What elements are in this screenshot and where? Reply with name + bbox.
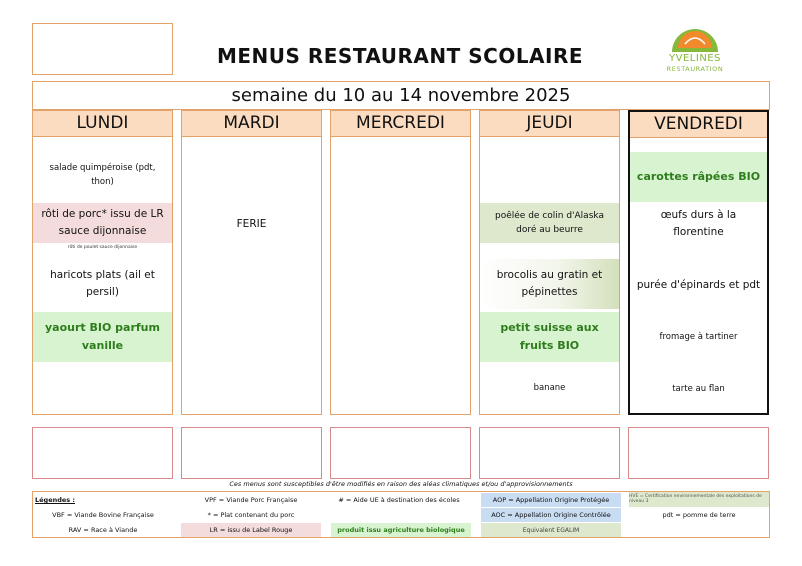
day-column-jeudi — [479, 110, 620, 415]
menu-starter: salade quimpéroise (pdt, thon) — [49, 163, 156, 187]
menu-dessert — [33, 365, 172, 413]
menu-side: haricots plats (ail et persil) — [50, 269, 155, 298]
brand-subtitle: RESTAURATION — [666, 65, 724, 73]
legend-pdt: pdt = pomme de terre — [662, 511, 736, 519]
legend-egalim: Equivalent EGALIM — [481, 523, 621, 537]
day-column-lundi — [32, 110, 173, 415]
legend-rav: RAV = Race à Viande — [68, 526, 138, 534]
menu-main-note: rôti de poulet sauce dijonnaise — [67, 244, 138, 250]
extra-box — [32, 427, 173, 479]
legend-box — [32, 491, 770, 538]
menu-dessert: banane — [533, 383, 566, 394]
menu-dairy: petit suisse aux fruits BIO — [480, 312, 619, 362]
day-header: LUNDI — [33, 111, 172, 137]
day-column-mardi — [181, 110, 322, 415]
menu-dairy: fromage à tartiner — [659, 332, 738, 343]
menu-starter: carottes râpées BIO — [630, 152, 767, 202]
extra-box — [181, 427, 322, 479]
legend-hve: HVE = Certification environnementale des exploitations de niveau 3 — [629, 492, 769, 507]
menu-dairy: yaourt BIO parfum vanille — [33, 312, 172, 362]
day-column-mercredi — [330, 110, 471, 415]
menu-main: œufs durs à la florentine — [660, 209, 737, 238]
brand-logo — [650, 18, 740, 74]
day-header: VENDREDI — [630, 112, 767, 138]
menu-side: purée d'épinards et pdt — [636, 278, 761, 291]
menu-side: brocolis au gratin et pépinettes — [480, 259, 619, 309]
day-header: JEUDI — [480, 111, 619, 137]
legend-lr: LR = issu de Label Rouge — [181, 523, 321, 537]
menu-main: poêlée de colin d'Alaska doré au beurre — [480, 203, 619, 243]
logo-placeholder — [32, 23, 173, 75]
holiday-label: FERIE — [236, 217, 267, 230]
extra-box — [628, 427, 769, 479]
brand-name: YVELINES — [669, 53, 721, 64]
extra-box — [330, 427, 471, 479]
legend-title: Légendes : — [35, 496, 76, 504]
day-header: MARDI — [182, 111, 321, 137]
page-title: MENUS RESTAURANT SCOLAIRE — [216, 44, 584, 68]
day-header: MERCREDI — [331, 111, 470, 137]
legend-aoc: AOC = Appellation Origine Contrôlée — [481, 508, 621, 522]
extra-box — [479, 427, 620, 479]
menu-dessert: tarte au flan — [672, 384, 725, 395]
legend-vbf: VBF = Viande Bovine Française — [52, 511, 154, 519]
legend-porc: * = Plat contenant du porc — [207, 511, 295, 519]
sun-icon — [668, 18, 722, 54]
legend-vpf: VPF = Viande Porc Française — [204, 496, 298, 504]
day-column-vendredi — [628, 110, 769, 415]
legend-aop: AOP = Appellation Origine Protégée — [481, 493, 621, 507]
legend-bio: produit issu agriculture biologique — [331, 523, 471, 537]
disclaimer-note: Ces menus sont susceptibles d'être modifiés en raison des aléas climatiques et/ou d'approvisionnements — [229, 480, 573, 488]
menu-main: rôti de porc* issu de LR sauce dijonnaise — [33, 203, 172, 243]
legend-ue: # = Aide UE à destination des écoles — [338, 496, 460, 504]
week-banner: semaine du 10 au 14 novembre 2025 — [32, 81, 770, 110]
